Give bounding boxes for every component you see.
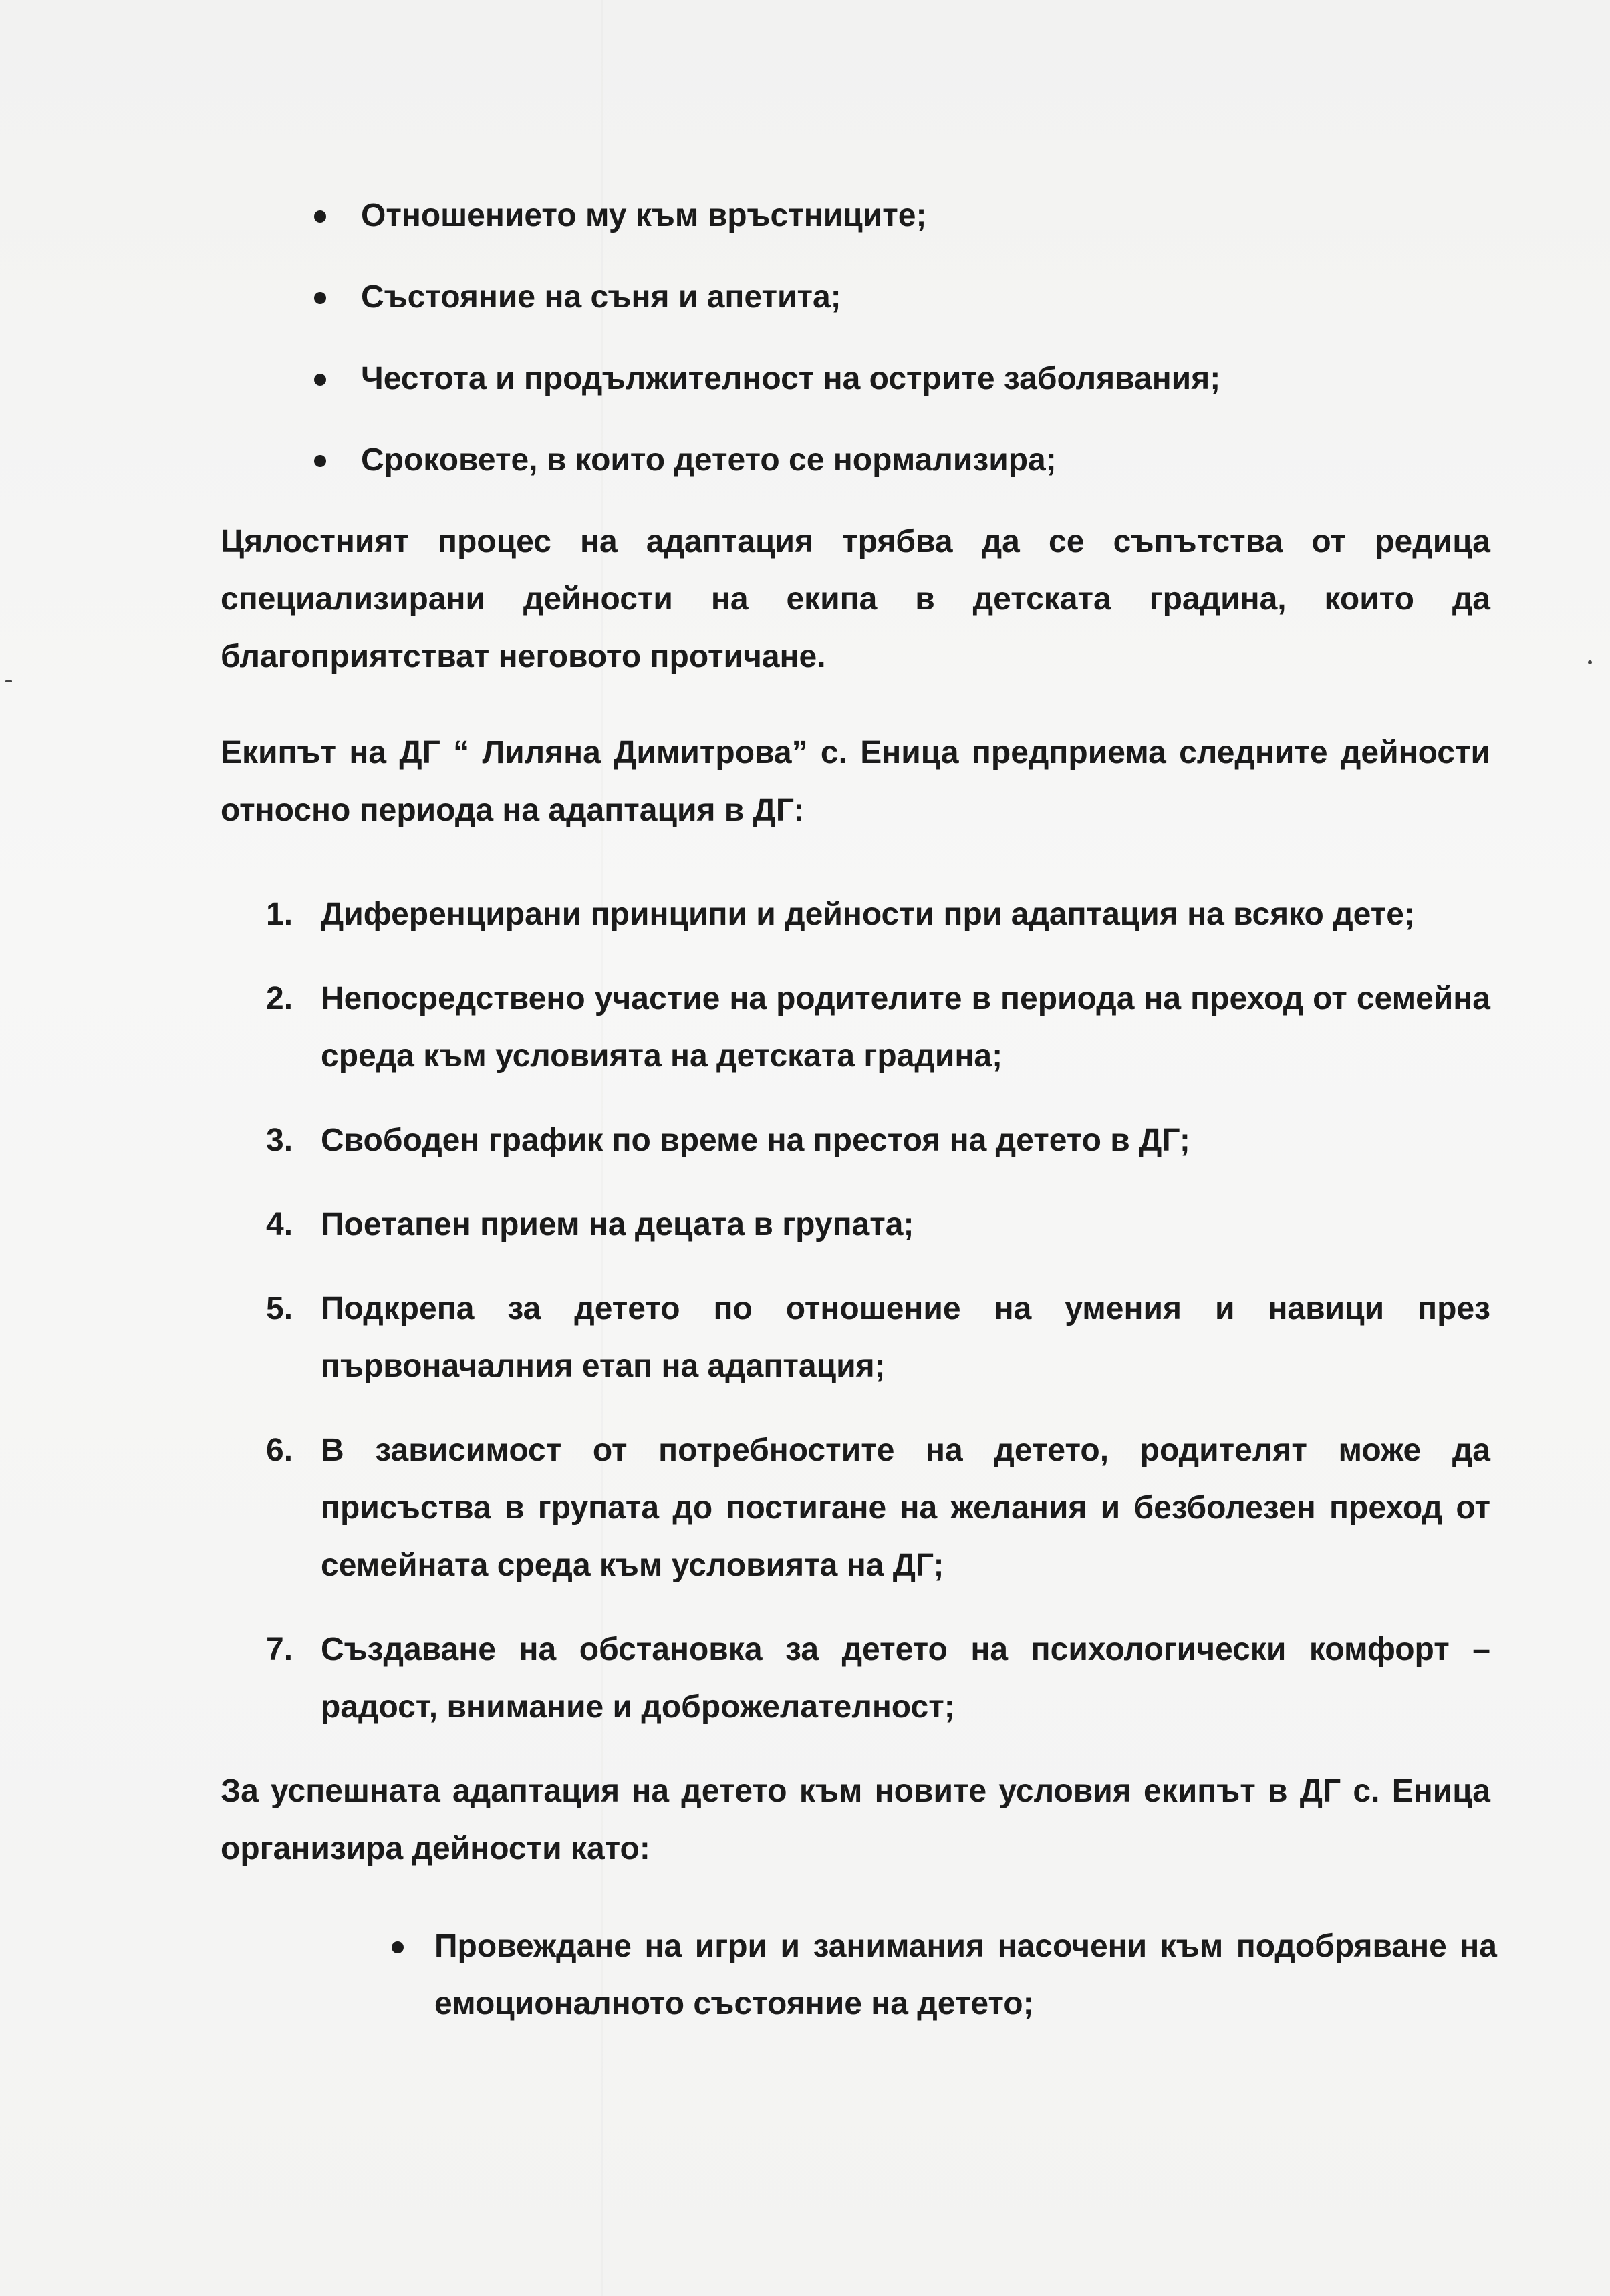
list-item-text: В зависимост от потребностите на детето, родителят може да присъства в групата до постигане на желания и безболезен преход от семейната среда към условията на ДГ; (321, 1433, 1490, 1583)
paragraph-team-activities: Екипът на ДГ “ Лиляна Димитрова” с. Еница предприема следните дейности относно периода на адаптация в ДГ: (221, 735, 1490, 828)
bullet-icon (314, 210, 326, 223)
list-item-number: 6. (266, 1433, 293, 1468)
list-item (266, 1621, 1490, 1736)
list-item (361, 432, 1490, 489)
bullet-icon (392, 1941, 404, 1953)
list-item-text: Диференцирани принципи и дейности при адаптация на всяко дете; (321, 897, 1415, 932)
list-item (266, 1112, 1490, 1169)
bullet-icon (314, 455, 326, 467)
document-body (221, 187, 1497, 2033)
list-item (361, 187, 1490, 245)
list-item-text: Свободен график по време на престоя на детето в ДГ; (321, 1123, 1190, 1158)
list-item (266, 886, 1490, 944)
list-item-text: Подкрепа за детето по отношение на умения и навици през първоначалния етап на адаптация; (321, 1291, 1490, 1384)
list-item-text: Създаване на обстановка за детето на психологически комфорт – радост, внимание и доброжелателност; (321, 1632, 1490, 1725)
bullet-icon (314, 292, 326, 304)
list-item-number: 2. (266, 981, 293, 1016)
list-item (266, 1422, 1490, 1594)
scan-speck (1588, 660, 1592, 664)
organized-activities-bullet-list (434, 1918, 1497, 2033)
list-item-text: Провеждане на игри и занимания насочени към подобряване на емоционалното състояние на детето; (434, 1928, 1497, 2021)
list-item-number: 7. (266, 1632, 293, 1667)
list-item (266, 970, 1490, 1085)
list-item (361, 269, 1490, 326)
list-item-text: Състояние на съня и апетита; (361, 279, 841, 315)
list-item (434, 1918, 1497, 2033)
list-item (266, 1196, 1490, 1254)
list-item-number: 3. (266, 1123, 293, 1158)
bullet-icon (314, 374, 326, 386)
paragraph-successful-adaptation: За успешната адаптация на детето към новите условия екипът в ДГ с. Еница организира дейности като: (221, 1773, 1490, 1866)
list-item-number: 1. (266, 897, 293, 932)
list-item-text: Поетапен прием на децата в групата; (321, 1207, 914, 1242)
criteria-bullet-list (361, 187, 1490, 489)
list-item-text: Честота и продължителност на острите заболявания; (361, 361, 1221, 396)
activities-numbered-list (221, 886, 1490, 1736)
list-item-text: Отношението му към връстниците; (361, 198, 927, 233)
list-item-text: Сроковете, в които детето се нормализира; (361, 442, 1057, 478)
scan-speck (5, 680, 12, 682)
list-item-number: 4. (266, 1207, 293, 1242)
list-item (266, 1280, 1490, 1395)
paragraph-adaptation-process: Цялостният процес на адаптация трябва да се съпътства от редица специализирани дейности на екипа в детската градина, които да благоприятстват неговото протичане. (221, 524, 1490, 674)
list-item-number: 5. (266, 1291, 293, 1326)
list-item (361, 350, 1490, 408)
list-item-text: Непосредствено участие на родителите в периода на преход от семейна среда към условията на детската градина; (321, 981, 1490, 1074)
